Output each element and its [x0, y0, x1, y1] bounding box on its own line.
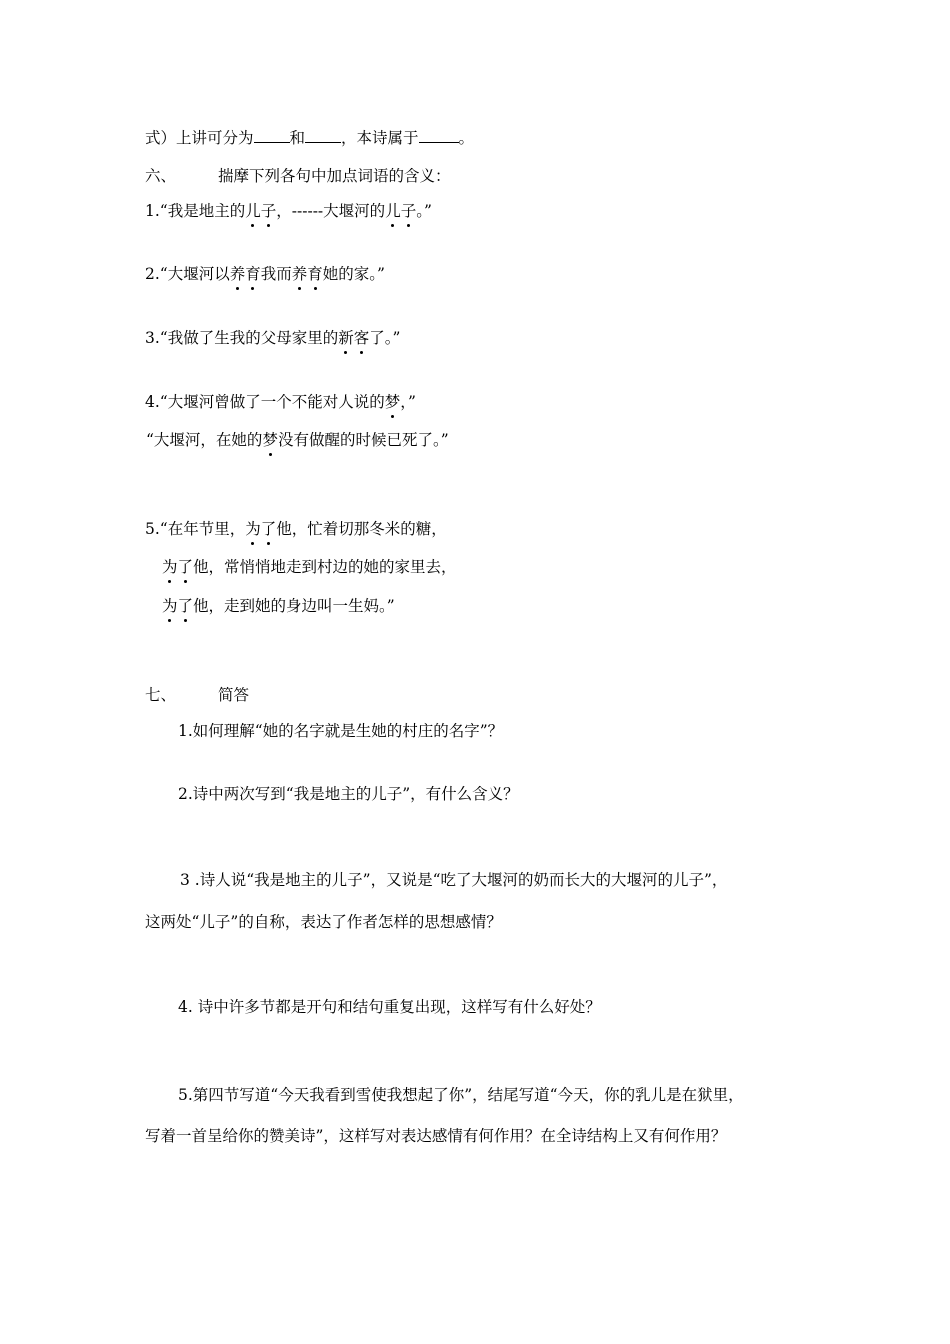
section6-item-5a: 5.“在年节里，为了他，忙着切那冬米的糖， [145, 520, 447, 538]
q5-tail-text-2: 和 [289, 129, 306, 147]
section7-q5-line1: 5.第四节写道“今天我看到雪使我想起了你”，结尾写道“今天，你的乳儿是在狱里， [178, 1086, 744, 1104]
emphasized-char: 为 [162, 558, 178, 576]
section7-q4: 4. 诗中许多节都是开句和结句重复出现，这样写有什么好处？ [178, 998, 601, 1016]
emphasized-char: 了 [177, 558, 194, 576]
section6-item-5b: 为了他，常悄悄地走到村边的她的家里去， [162, 558, 457, 576]
emphasized-char: 儿 [245, 202, 261, 220]
q5-tail-line [145, 128, 474, 148]
section6-item-3: 3.“我做了生我的父母家里的新客了。” [145, 329, 401, 347]
emphasized-char: 新 [338, 329, 354, 347]
emphasized-char: 客 [353, 329, 370, 347]
emphasized-char: 为 [162, 597, 178, 615]
emphasized-char: 育 [307, 265, 323, 283]
emphasized-char: 子 [400, 202, 417, 220]
emphasized-char: 梦 [384, 393, 401, 411]
emphasized-char: 养 [291, 265, 308, 283]
section6-title: 揣摩下列各句中加点词语的含义： [218, 167, 451, 185]
answer-blank-1[interactable] [254, 128, 290, 143]
section6-item-4b: “大堰河，在她的梦没有做醒的时候已死了。” [146, 431, 449, 449]
emphasized-char: 了 [177, 597, 194, 615]
emphasized-char: 为 [245, 520, 261, 538]
section7-q3-line2: 这两处“儿子”的自称，表达了作者怎样的思想感情？ [145, 913, 502, 931]
emphasized-char: 儿 [385, 202, 401, 220]
emphasized-char: 养 [229, 265, 246, 283]
section7-q1: 1.如何理解“她的名字就是生她的村庄的名字”？ [178, 722, 504, 740]
section6-item-2: 2.“大堰河以养育我而养育她的家。” [145, 265, 385, 283]
emphasized-char: 了 [260, 520, 277, 538]
section7-heading [145, 685, 249, 705]
section7-q3-line1: 3 .诗人说“我是地主的儿子”，又说是“吃了大堰河的奶而长大的大堰河的儿子”， [180, 871, 728, 889]
q5-tail-text-4: 。 [458, 129, 475, 147]
answer-blank-3[interactable] [419, 128, 459, 143]
emphasized-char: 育 [245, 265, 261, 283]
answer-blank-2[interactable] [305, 128, 341, 143]
section7-q2: 2.诗中两次写到“我是地主的儿子”，有什么含义？ [178, 785, 519, 803]
q5-tail-text-3: ，本诗属于 [341, 129, 419, 147]
section6-item-4a: 4.“大堰河曾做了一个不能对人说的梦，” [145, 393, 416, 411]
section6-item-1: 1.“我是地主的儿子，------大堰河的儿子。” [145, 202, 432, 220]
q5-tail-text-1: 式）上讲可分为 [145, 129, 254, 147]
section6-number: 六、 [145, 167, 177, 185]
section6-heading [145, 166, 451, 186]
section7-title: 简答 [218, 686, 250, 704]
section7-q5-line2: 写着一首呈给你的赞美诗”，这样写对表达感情有何作用？在全诗结构上又有何作用？ [145, 1127, 727, 1145]
section7-number: 七、 [145, 686, 177, 704]
section6-item-5c: 为了他，走到她的身边叫一生妈。” [162, 597, 395, 615]
emphasized-char: 梦 [262, 431, 278, 449]
emphasized-char: 子 [260, 202, 277, 220]
